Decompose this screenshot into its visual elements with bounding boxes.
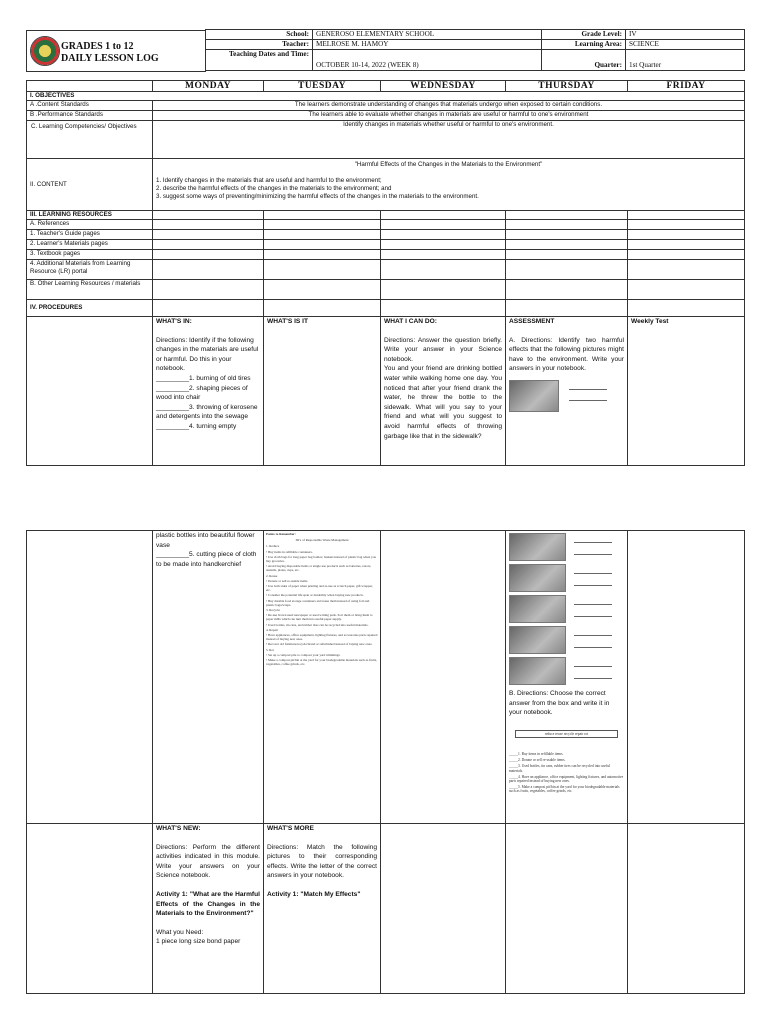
points-line: • Donate or sell re-usable items. [266, 578, 309, 583]
content-label: II. CONTENT [27, 159, 153, 211]
choices-box: reduce reuse recycle repair rot [515, 730, 618, 738]
assessment-picture-list [509, 533, 624, 685]
points-line: 2. Reuse [266, 573, 278, 578]
wednesday-what-i-can-do [381, 317, 506, 466]
assessment-picture [509, 595, 566, 623]
header-logo-block [26, 30, 206, 72]
area-label: Learning Area: [542, 40, 626, 50]
title-line-1: GRADES 1 to 12 [61, 41, 134, 52]
wednesday-blank [381, 531, 506, 824]
thursday-assessment [506, 317, 628, 466]
assessment-picture [509, 380, 559, 412]
thursday-head: ASSESSMENT [509, 318, 555, 325]
objectives-heading: I. OBJECTIVES [27, 92, 745, 101]
wednesday-blank-2 [381, 824, 506, 994]
monday-activity: Activity 1: "What are the Harmful Effects of the Changes in the Materials to the Environment?" [156, 890, 260, 918]
area-value: SCIENCE [626, 40, 745, 50]
thursday-b-item: _____1. Buy items in refillable items. [509, 751, 564, 756]
assessment-picture-row [509, 564, 624, 592]
points-subtitle: 3R's of Responsible Waste Management [295, 538, 349, 543]
deped-seal-icon [30, 36, 60, 66]
learning-resources-label: III. LEARNING RESOURCES [27, 211, 153, 220]
answer-lines [574, 599, 612, 620]
points-line: • Buy items in refillable containers. [266, 549, 313, 554]
header-info-table [205, 29, 745, 71]
points-list [266, 544, 378, 666]
monday-new-head: WHAT'S NEW: [156, 825, 201, 832]
points-line: • Buy durable food storage containers and reuse them instead of using foil and plastic bags/wraps. [266, 598, 370, 607]
page2-blank-label-2 [27, 824, 153, 994]
assessment-picture [509, 657, 566, 685]
thursday-b-item: _____4. Have an appliance, office equipment, lighting fixtures, and automotive parts repaired instead of buying new ones. [509, 774, 624, 783]
page2-blank-label [27, 531, 153, 824]
tuesday-activity: Activity 1: "Match My Effects" [267, 890, 361, 898]
day-wednesday: WEDNESDAY [381, 81, 506, 92]
points-line: 4. Repair [266, 627, 279, 632]
title-line-2: DAILY LESSON LOG [61, 53, 159, 64]
tuesday-more-head: WHAT'S MORE [267, 825, 314, 832]
points-title: Points to Remember: [266, 532, 296, 536]
monday-item-4-cont: plastic bottles into beautiful flower vase [156, 532, 255, 549]
points-line: • Set up a compost pile to compost your yard trimmings. [266, 652, 341, 657]
monday-item-4: _________4. turning empty [156, 422, 237, 430]
content-cell [153, 159, 745, 211]
dates-value: OCTOBER 10-14, 2022 (WEEK 8) [313, 50, 542, 71]
monday-item-1: _________1. burning of old tires [156, 374, 251, 382]
points-line: • Avoid buying disposable items or single use products such as batteries, razors, utensils, plates, cups, etc. [266, 564, 372, 573]
wednesday-head: WHAT I CAN DO: [384, 318, 437, 325]
answer-lines [574, 568, 612, 589]
school-value: GENEROSO ELEMENTARY SCHOOL [313, 30, 542, 40]
day-thursday: THURSDAY [506, 81, 628, 92]
tuesday-whats-is-it [264, 317, 381, 466]
friday-blank [628, 531, 745, 824]
points-line: • Used bottles, tin cans, and rubber tires can be recycled into useful materials. [266, 622, 369, 627]
monday-item-2: _________2. shaping pieces of wood into chair [156, 384, 248, 402]
answer-lines [574, 630, 612, 651]
content-standards-label: A .Content Standards [27, 101, 153, 111]
assessment-picture-row [509, 657, 624, 685]
assessment-picture [509, 564, 566, 592]
points-line: 1. Reduce [266, 544, 280, 549]
answer-lines [574, 661, 612, 682]
friday-head: Weekly Test [631, 318, 669, 325]
tuesday-more-directions: Directions: Match the following pictures to their corresponding effects. Write the letter of the correct answers in your notebook. [267, 843, 377, 880]
tuesday-head: WHAT'S IS IT [267, 318, 309, 325]
assessment-picture-row [509, 533, 624, 561]
corner-cell [27, 81, 153, 92]
friday-blank-2 [628, 824, 745, 994]
thursday-directions: A. Directions: Identify two harmful effects that the following pictures might have to the environment. Write your answers in your notebook. [509, 336, 624, 373]
assessment-picture [509, 533, 566, 561]
monday-need: What you Need: [156, 928, 204, 936]
monday-directions: Directions: Identify if the following changes in the materials are useful or harmful. Do this in your notebook. [156, 336, 259, 373]
references-label: A. References [27, 220, 153, 230]
procedures-blank [27, 317, 153, 466]
assessment-picture [509, 626, 566, 654]
content-standards-text: The learners demonstrate understanding of changes that materials undergo when exposed to certain conditions. [153, 101, 745, 111]
day-tuesday: TUESDAY [264, 81, 381, 92]
thursday-blank-2 [506, 824, 628, 994]
school-label: School: [206, 30, 313, 40]
teacher-value: MELROSE M. HAMOY [313, 40, 542, 50]
competencies-label: C. Learning Competencies/ Objectives [27, 121, 153, 159]
points-line: • Use cloth bags for long paper bag bottles; baskets instead of plastic bag when you buy groceries. [266, 554, 377, 564]
learners-materials-label: 2. Learner's Materials pages [27, 240, 153, 250]
day-friday: FRIDAY [628, 81, 745, 92]
monday-continued [153, 531, 264, 824]
friday-weekly-test [628, 317, 745, 466]
grade-label: Grade Level: [542, 30, 626, 40]
points-line: • Recover old furniture/recycle/brand or refurbished instead of buying new ones. [266, 642, 373, 647]
content-item-3: 3. suggest some ways of preventing/minimizing the harmful effects of the changes in the materials to the environment. [156, 193, 479, 200]
monday-need-item: 1 piece long size bond paper [156, 938, 241, 946]
monday-head: WHAT'S IN: [156, 318, 192, 325]
wednesday-story: You and your friend are drinking bottled water while walking home one day. You noticed that after your friend drank the water, he threw the bottle to the sidewalk. What will you say to your friend and what will you suggest to avoid harmful effects of throwing garbage like that in the sidewalk? [384, 365, 502, 440]
thursday-assessment-continued [506, 531, 628, 824]
points-line: • Make a compost pit/bin at the yard for your biodegradable materials such as fruits, vegetables, coffee grinds, etc. [266, 658, 377, 667]
monday-item-5: _________5. cutting piece of cloth to be made into handkerchief [156, 551, 257, 568]
other-resources-label: B. Other Learning Resources / materials [27, 280, 153, 300]
lesson-log-table-continued [26, 530, 745, 994]
quarter-value: 1st Quarter [626, 50, 745, 71]
performance-standards-text: The learners able to evaluate whether changes in materials are useful or harmful to one's environment [153, 111, 745, 121]
points-line: • Re-use brown used newspaper or used writing pads. Sort them or bring them to paper mills which can turn them into useful paper supply. [266, 613, 373, 622]
points-line: • Have appliances, office equipment, lighting fixtures, and accessories parts repaired instead of buying new ones. [266, 633, 378, 642]
points-line: 3. Recycle [266, 608, 280, 613]
points-line: • Use both sides of paper when printing and re-use as scratch paper, gift wrapper, etc. [266, 584, 373, 593]
textbook-label: 3. Textbook pages [27, 250, 153, 260]
competencies-text: Identify changes in materials whether useful or harmful to one's environment. [153, 121, 745, 159]
thursday-b-item: _____5. Make a compost pit/bin at the yard for your biodegradable materials such as fruits, vegetables, coffee grinds, etc. [509, 785, 620, 794]
wednesday-directions: Directions: Answer the question briefly. Write your answer in your Science notebook. [384, 336, 502, 363]
grade-value: IV [626, 30, 745, 40]
monday-new-directions: Directions: Perform the different activities indicated in this module. Write your answers on your Science notebook. [156, 843, 260, 880]
lesson-log-table [26, 80, 745, 466]
monday-whats-new [153, 824, 264, 994]
assessment-answer-lines [569, 384, 607, 404]
content-title: "Harmful Effects of the Changes in the Materials to the Environment" [354, 161, 543, 168]
content-item-1: 1. Identify changes in the materials that are useful and harmful to the environment; [156, 177, 382, 184]
thursday-b-item: _____2. Donate or sell re-usable items. [509, 758, 566, 763]
content-item-2: 2. describe the harmful effects of the changes in the materials to the environment; and [156, 185, 392, 192]
teachers-guide-label: 1. Teacher's Guide pages [27, 230, 153, 240]
points-line: • Consider the potential life span or durability when buying new products. [266, 593, 364, 598]
monday-item-3: _________3. throwing of kerosene and detergents into the sewage [156, 403, 258, 421]
monday-whats-in [153, 317, 264, 466]
answer-lines [574, 537, 612, 558]
points-line: 5. Rot [266, 647, 275, 652]
dates-label: Teaching Dates and Time: [206, 50, 313, 71]
performance-standards-label: B .Performance Standards [27, 111, 153, 121]
day-monday: MONDAY [153, 81, 264, 92]
thursday-b-items [509, 752, 624, 794]
teacher-label: Teacher: [206, 40, 313, 50]
tuesday-points-to-remember [264, 531, 381, 824]
tuesday-whats-more [264, 824, 381, 994]
procedures-label: IV. PROCEDURES [27, 300, 153, 317]
assessment-picture-row [509, 626, 624, 654]
additional-materials-label: 4. Additional Materials from Learning Resource (LR) portal [27, 260, 153, 280]
thursday-b-directions: B. Directions: Choose the correct answer from the box and write it in your notebook. [509, 690, 610, 717]
thursday-b-item: _____3. Used bottles, tin cans, rubber tires can be recycled into useful materials. [509, 764, 610, 773]
assessment-picture-row [509, 595, 624, 623]
quarter-label: Quarter: [542, 50, 626, 71]
